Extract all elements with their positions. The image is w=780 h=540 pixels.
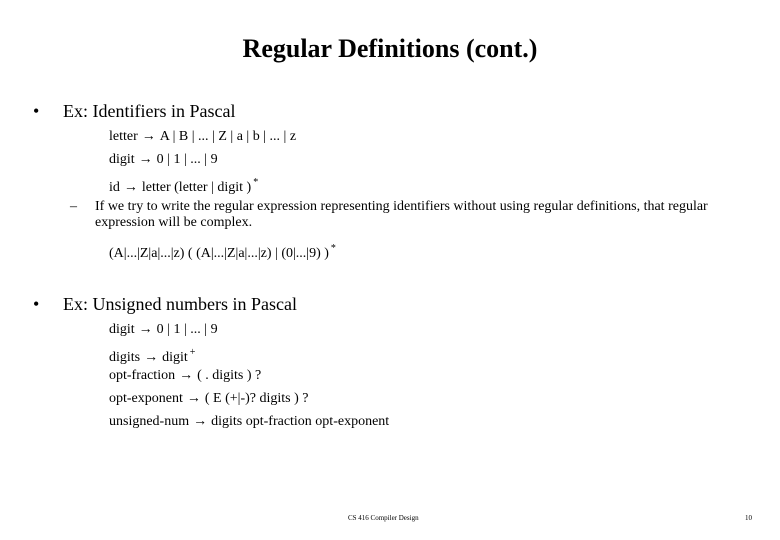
def-rhs: 0 | 1 | ... | 9 bbox=[156, 152, 218, 167]
heading-unsigned: Ex: Unsigned numbers in Pascal bbox=[63, 294, 297, 314]
arrow-icon: → bbox=[138, 152, 153, 167]
bullet-unsigned bbox=[33, 294, 297, 315]
def-lhs: digit bbox=[109, 152, 135, 167]
def-lhs: opt-fraction bbox=[109, 368, 176, 383]
sub-bullet-dash: – bbox=[70, 199, 77, 214]
arrow-icon: → bbox=[144, 350, 159, 365]
expr-identifier bbox=[109, 241, 336, 262]
def-id bbox=[109, 175, 258, 196]
def-letter bbox=[109, 129, 296, 145]
arrow-icon: → bbox=[193, 414, 208, 429]
def-rhs: letter (letter | digit ) bbox=[141, 180, 252, 195]
arrow-icon: → bbox=[123, 180, 138, 195]
slide-title: Regular Definitions (cont.) bbox=[242, 34, 538, 63]
kleene-star: * bbox=[253, 177, 259, 188]
def-digit-2 bbox=[109, 322, 218, 338]
bullet-dot: • bbox=[33, 294, 40, 314]
arrow-icon: → bbox=[179, 368, 194, 383]
regex-expression: (A|...|Z|a|...|z) ( (A|...|Z|a|...|z) | (0|...|9) ) bbox=[109, 246, 329, 261]
def-lhs: unsigned-num bbox=[109, 414, 190, 429]
def-digits bbox=[109, 345, 195, 366]
def-lhs: opt-exponent bbox=[109, 391, 183, 406]
page-number: 10 bbox=[745, 514, 752, 522]
def-rhs: ( E (+|-)? digits ) ? bbox=[204, 391, 309, 406]
arrow-icon: → bbox=[141, 129, 156, 144]
arrow-icon: → bbox=[186, 391, 201, 406]
def-rhs: ( . digits ) ? bbox=[197, 368, 262, 383]
def-lhs: digits bbox=[109, 350, 141, 365]
def-opt-exponent bbox=[109, 391, 308, 407]
heading-identifiers: Ex: Identifiers in Pascal bbox=[63, 101, 236, 121]
def-lhs: digit bbox=[109, 322, 135, 337]
def-opt-fraction bbox=[109, 368, 261, 384]
def-rhs: 0 | 1 | ... | 9 bbox=[156, 322, 218, 337]
arrow-icon: → bbox=[138, 322, 153, 337]
footer-course: CS 416 Compiler Design bbox=[348, 514, 419, 522]
kleene-star: * bbox=[330, 243, 336, 254]
def-digit bbox=[109, 152, 218, 168]
def-lhs: id bbox=[109, 180, 120, 195]
kleene-plus: + bbox=[189, 347, 196, 358]
def-rhs: digits opt-fraction opt-exponent bbox=[211, 414, 390, 429]
def-lhs: letter bbox=[109, 129, 138, 144]
def-rhs: A | B | ... | Z | a | b | ... | z bbox=[159, 129, 297, 144]
def-rhs: digit bbox=[162, 350, 188, 365]
def-unsigned-num bbox=[109, 414, 389, 430]
note-complexity: If we try to write the regular expression representing identifiers without using regular definitions, that regular expression will be complex. bbox=[95, 199, 708, 230]
bullet-dot: • bbox=[33, 101, 40, 121]
bullet-identifiers bbox=[33, 101, 235, 122]
